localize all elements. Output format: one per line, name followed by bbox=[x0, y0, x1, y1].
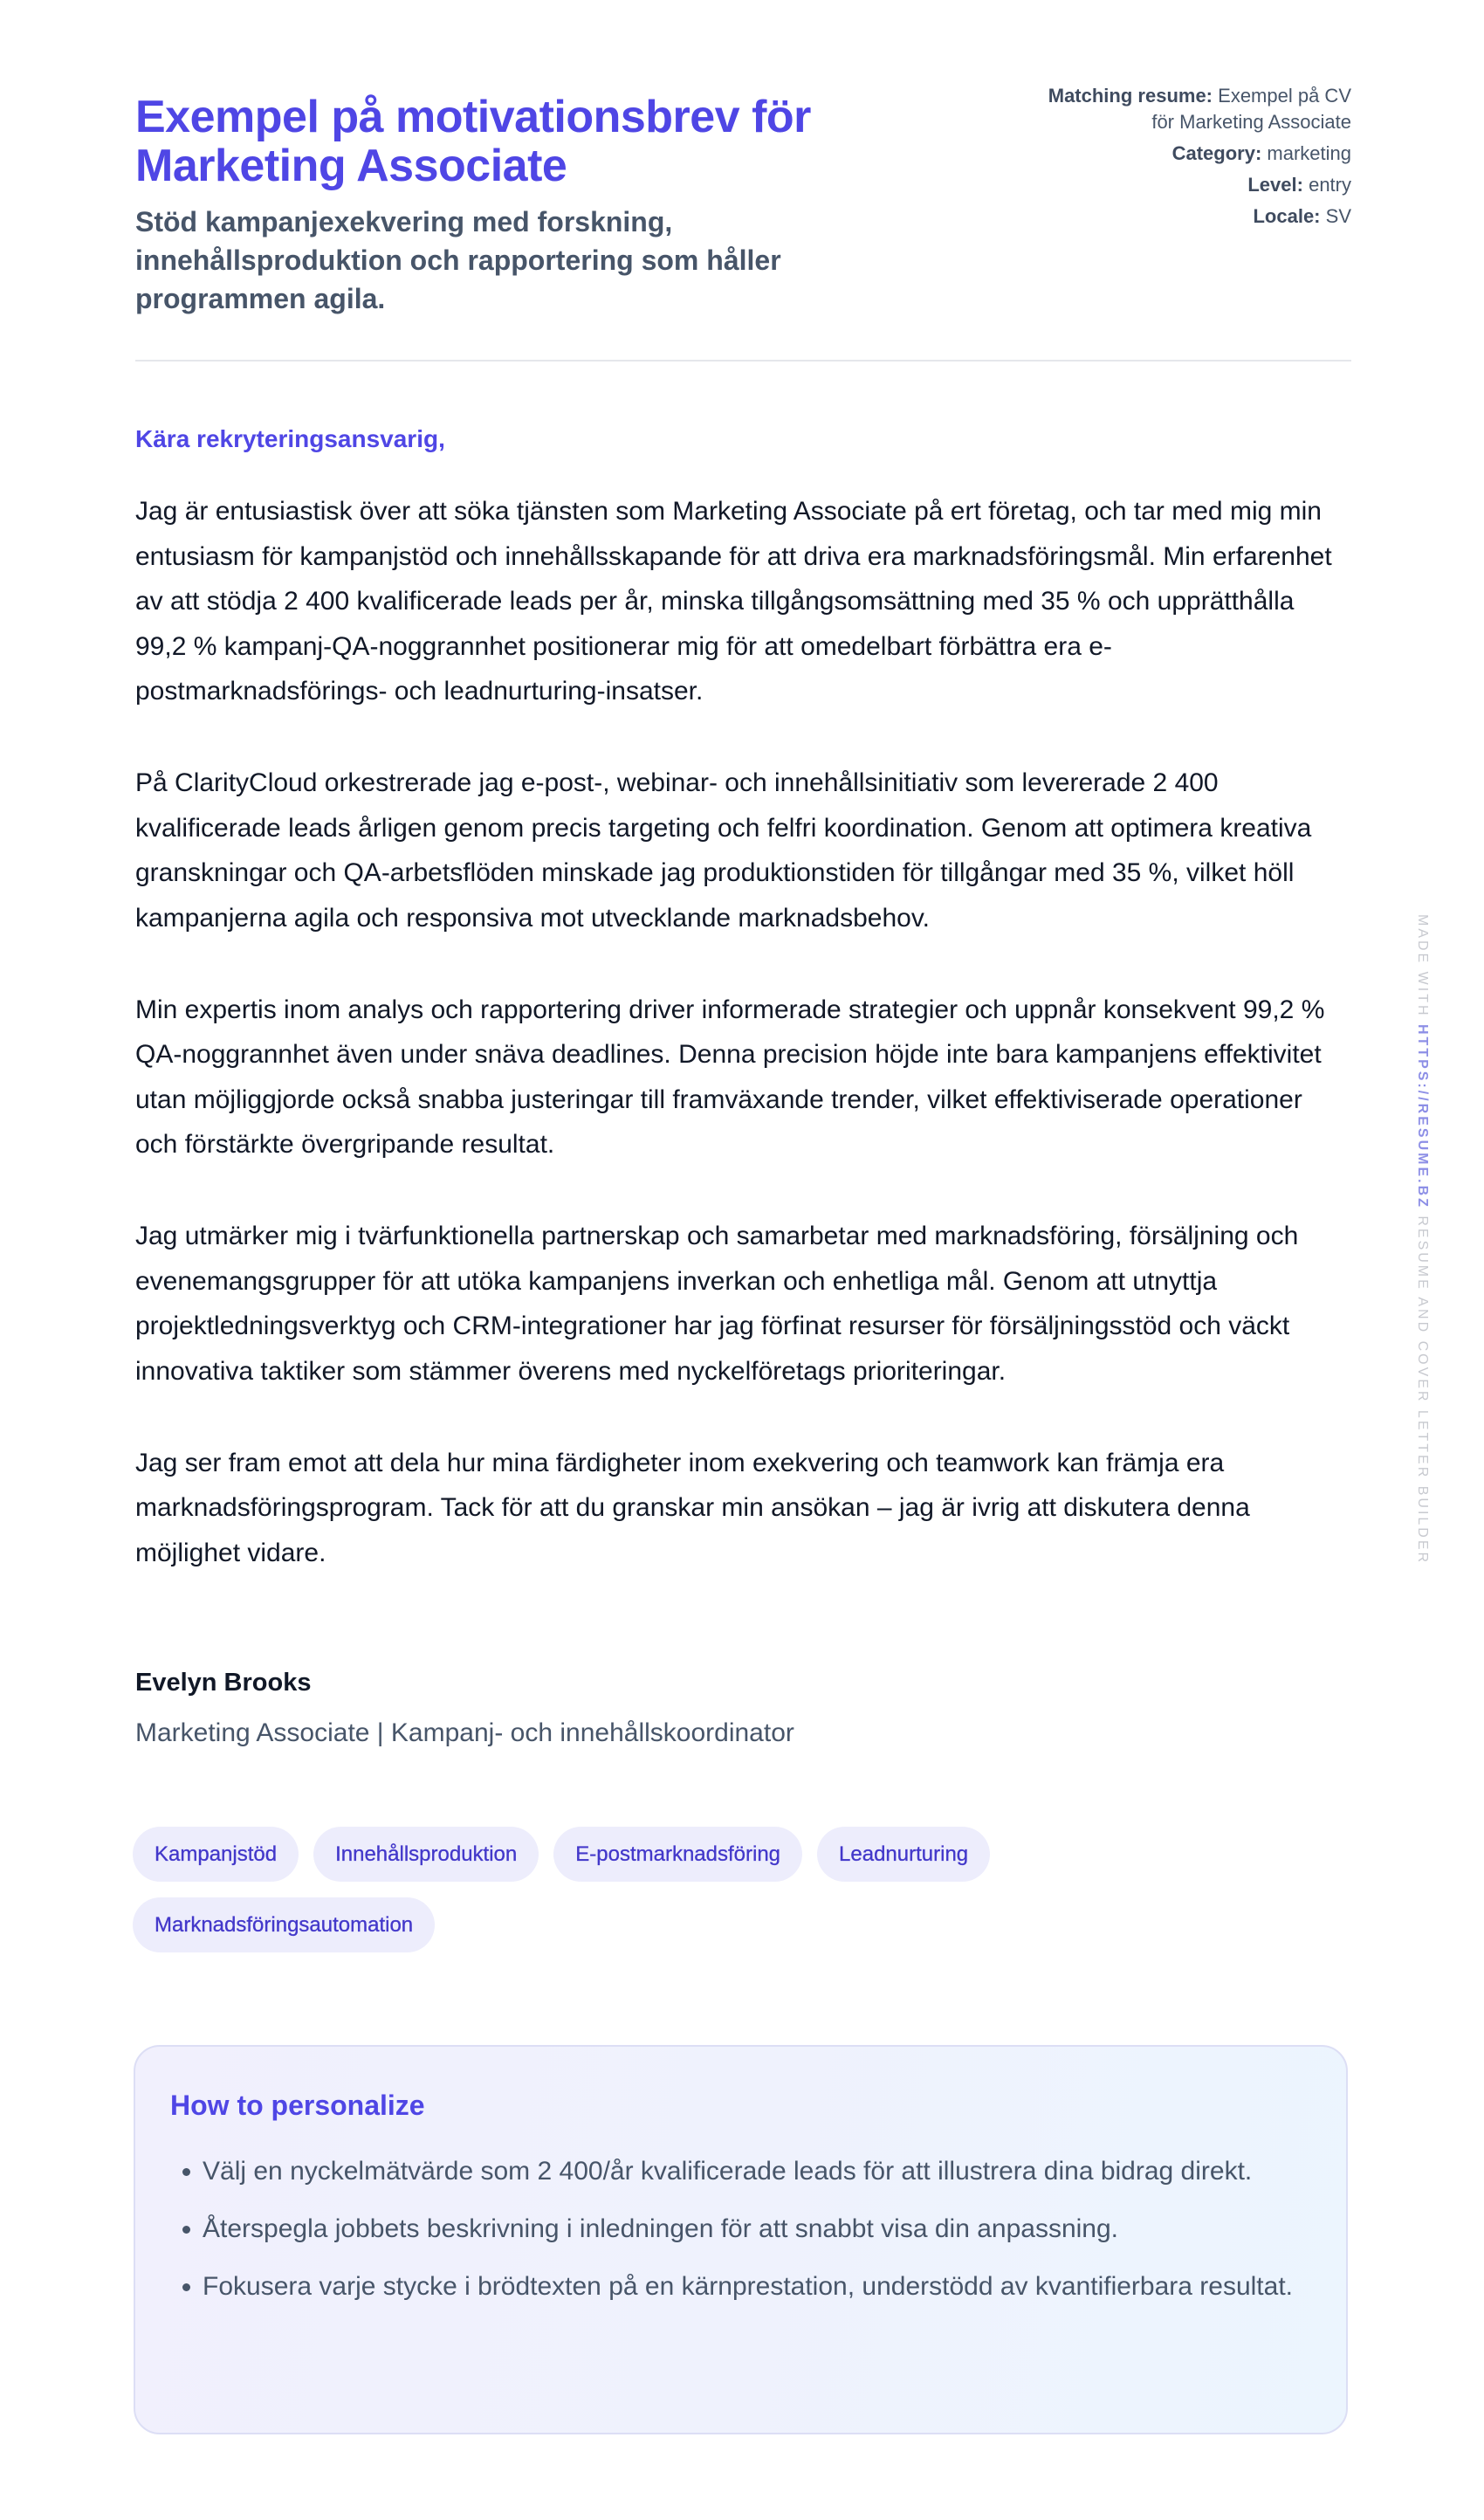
tip-text: Välj en nyckelmätvärde som 2 400/år kvalificerade leads för att illustrera dina bidrag direkt. bbox=[203, 2157, 1253, 2186]
letter-paragraph: På ClarityCloud orkestrerade jag e-post-, webinar- och innehållsinitiativ som levererade 2 400 kvalificerade leads årligen genom precis targeting och felfri koordination. Genom att optimera kreativa granskningar och QA-arbetsflöden minskade jag produktionstiden för tillgångar med 35 %, vilket höll kampanjerna agila och responsiva mot utvecklande marknadsbehov. bbox=[135, 768, 1312, 933]
tip-text: Fokusera varje stycke i brödtexten på en kärnprestation, understödd av kvantifierbara resultat. bbox=[203, 2272, 1293, 2301]
tips-list bbox=[170, 2150, 1311, 2309]
tip-item bbox=[203, 2150, 1302, 2193]
watermark bbox=[1409, 914, 1435, 1623]
watermark-link[interactable]: HTTPS://RESUME.BZ bbox=[1415, 1024, 1430, 1209]
bullet-icon bbox=[182, 2168, 190, 2176]
meta-label: Category: bbox=[1171, 142, 1262, 164]
meta-category bbox=[1037, 141, 1351, 167]
skill-tag[interactable]: Kampanjstöd bbox=[133, 1827, 299, 1882]
letter-paragraph: Jag är entusiastisk över att söka tjänsten som Marketing Associate på ert företag, och tar med mig min entusiasm för kampanjstöd och innehållsskapande för att driva era marknadsföringsmål. Min erfarenhet av att stödja 2 400 kvalificerade leads per år, minska tillgångsomsättning med 35 % och upprätthålla 99,2 % kampanj-QA-noggrannhet positionerar mig för att omedelbart förbättra era e-postmarknadsförings- och leadnurturing-insatser. bbox=[135, 497, 1332, 706]
tips-title: How to personalize bbox=[170, 2090, 425, 2121]
signature-role: Marketing Associate | Kampanj- och innehållskoordinator bbox=[135, 1718, 794, 1747]
header-divider bbox=[135, 360, 1351, 361]
tip-item bbox=[203, 2207, 1302, 2251]
tip-text: Återspegla jobbets beskrivning i inledningen för att snabbt visa din anpassning. bbox=[203, 2214, 1119, 2243]
letter-paragraph: Jag ser fram emot att dela hur mina färdigheter inom exekvering och teamwork kan främja era marknadsföringsprogram. Tack för att du granskar min ansökan – jag är ivrig att diskutera denna möjlighet vidare. bbox=[135, 1448, 1250, 1567]
skill-tag[interactable]: Marknadsföringsautomation bbox=[133, 1897, 435, 1952]
meta-label: Matching resume: bbox=[1048, 85, 1213, 107]
matching-resume-link[interactable]: Exempel på CV för Marketing Associate bbox=[1151, 85, 1351, 133]
signature-name: Evelyn Brooks bbox=[135, 1669, 312, 1697]
meta-info bbox=[1037, 83, 1351, 235]
page-header bbox=[135, 0, 1351, 362]
letter-greeting: Kära rekryteringsansvarig, bbox=[135, 425, 445, 452]
skill-tag[interactable]: Innehållsproduktion bbox=[313, 1827, 539, 1882]
meta-locale bbox=[1037, 203, 1351, 230]
letter-paragraph: Min expertis inom analys och rapportering driver informerade strategier och uppnår konsekvent 99,2 % QA-noggrannhet även under snäva deadlines. Denna precision höjde inte bara kampanjens effektivitet utan möjliggjorde också snabba justeringar till framväxande trender, vilket effektiviserade operationer och förstärkte övergripande resultat. bbox=[135, 995, 1325, 1159]
skill-tag[interactable]: E-postmarknadsföring bbox=[553, 1827, 802, 1882]
personalize-tips-box bbox=[134, 2045, 1348, 2434]
page-title: Exempel på motivationsbrev för Marketing Associate bbox=[135, 92, 811, 191]
watermark-prefix: MADE WITH bbox=[1415, 914, 1430, 1018]
letter-signature bbox=[135, 1665, 794, 1751]
skill-tags bbox=[133, 1827, 1180, 1952]
meta-label: Locale: bbox=[1253, 205, 1321, 227]
tip-item bbox=[203, 2265, 1302, 2309]
letter-body bbox=[135, 489, 1351, 1622]
cover-letter-page bbox=[135, 0, 1351, 2301]
meta-matching-resume bbox=[1037, 83, 1351, 135]
bullet-icon bbox=[182, 2226, 190, 2234]
meta-label: Level: bbox=[1247, 174, 1303, 196]
watermark-suffix: RESUME AND COVER LETTER BUILDER bbox=[1415, 1215, 1430, 1566]
skill-tag[interactable]: Leadnurturing bbox=[817, 1827, 990, 1882]
meta-value: SV bbox=[1325, 205, 1351, 227]
meta-value: marketing bbox=[1267, 142, 1351, 164]
letter-paragraph: Jag utmärker mig i tvärfunktionella partnerskap och samarbetar med marknadsföring, försäljning och evenemangsgrupper för att utöka kampanjens inverkan och enhetliga mål. Genom att utnyttja projektledningsverktyg och CRM-integrationer har jag förfinat resurser för försäljningsstöd och väckt innovativa taktiker som stämmer överens med nyckelföretags prioriteringar. bbox=[135, 1222, 1299, 1386]
bullet-icon bbox=[182, 2283, 190, 2291]
meta-level bbox=[1037, 172, 1351, 198]
page-subtitle: Stöd kampanjexekvering med forskning, innehållsproduktion och rapportering som håller programmen agila. bbox=[135, 206, 781, 314]
meta-value: entry bbox=[1309, 174, 1351, 196]
